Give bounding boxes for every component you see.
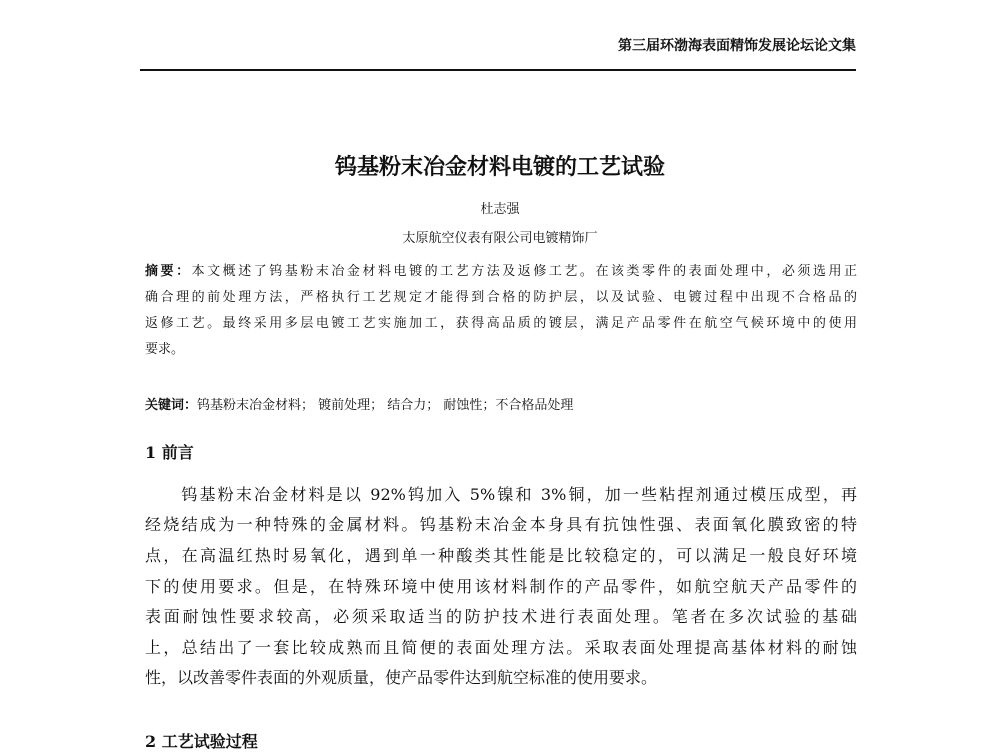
paper-title: 钨基粉末冶金材料电镀的工艺试验 — [334, 154, 665, 180]
body-line: 性，以改善零件表面的外观质量，使产品零件达到航空标准的使用要求。 — [145, 668, 658, 687]
body-line: 经烧结成为一种特殊的金属材料。钨基粉末冶金本身具有抗蚀性强、表面氧化膜致密的特 — [145, 515, 857, 534]
abstract-line — [145, 259, 857, 285]
author: 杜志强 — [480, 202, 520, 217]
section-heading-1: 1 前言 — [145, 443, 194, 462]
running-header: 第三届环渤海表面精饰发展论坛论文集 — [618, 38, 856, 54]
section-heading-2: 2 工艺试验过程 — [145, 732, 258, 751]
keywords-label: 关键词： — [145, 398, 198, 413]
abstract-line: 确合理的前处理方法，严格执行工艺规定才能得到合格的防护层，以及试验、电镀过程中出现不合格品的 — [145, 290, 857, 305]
header-rule — [140, 69, 856, 71]
abstract-text: 本文概述了钨基粉末冶金材料电镀的工艺方法及返修工艺。在该类零件的表面处理中，必须选用正 — [191, 264, 857, 279]
body-line: 点，在高温红热时易氧化，遇到单一种酸类其性能是比较稳定的，可以满足一般良好环境 — [145, 546, 857, 565]
keywords — [145, 393, 857, 419]
body-line: 表面耐蚀性要求较高，必须采取适当的防护技术进行表面处理。笔者在多次试验的基础 — [145, 607, 857, 626]
abstract-label: 摘要： — [145, 264, 192, 279]
body-line: 上，总结出了一套比较成熟而且简便的表面处理方法。采取表面处理提高基体材料的耐蚀 — [145, 638, 857, 657]
abstract-line: 返修工艺。最终采用多层电镀工艺实施加工，获得高品质的镀层，满足产品零件在航空气候环境中的使用 — [145, 316, 857, 331]
abstract-line: 要求。 — [145, 342, 185, 357]
body-line: 钨基粉末冶金材料是以 92%钨加入 5%镍和 3%铜，加一些粘捏剂通过模压成型，再 — [145, 485, 857, 504]
body-line: 下的使用要求。但是，在特殊环境中使用该材料制作的产品零件，如航空航天产品零件的 — [145, 577, 857, 596]
keywords-text: 钨基粉末冶金材料； 镀前处理； 结合力； 耐蚀性；不合格品处理 — [197, 398, 574, 413]
affiliation: 太原航空仪表有限公司电镀精饰厂 — [402, 231, 598, 246]
